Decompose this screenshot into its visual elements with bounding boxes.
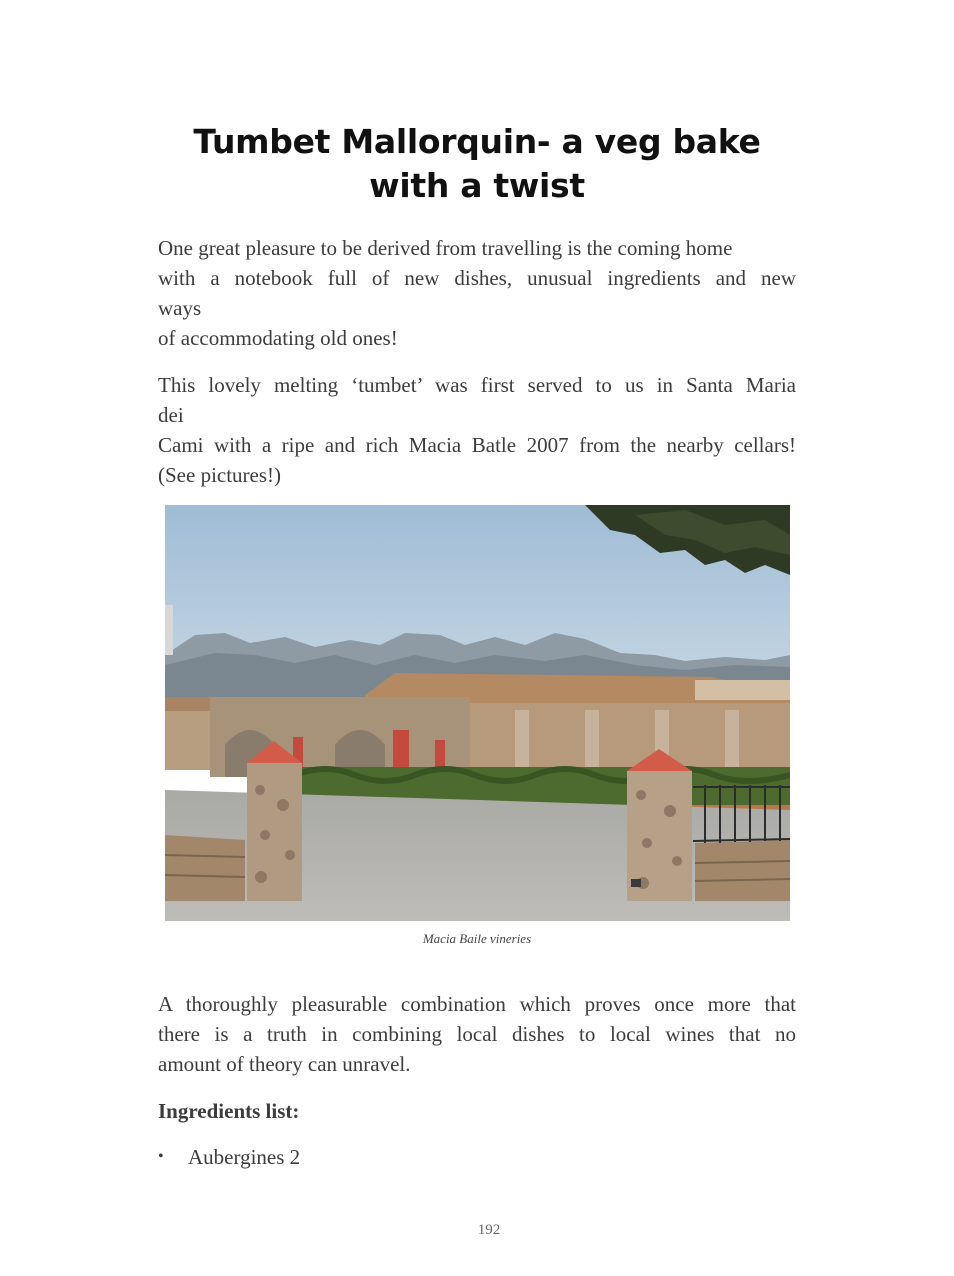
conclusion-line: amount of theory can unravel. — [158, 1052, 411, 1076]
story-line: Cami with a ripe and rich Macia Batle 2007 from the nearby cellars! — [158, 433, 796, 457]
ingredients-heading: Ingredients list: — [158, 1099, 300, 1123]
list-item — [158, 1142, 758, 1172]
ingredient-text: Aubergines 2 — [188, 1145, 301, 1169]
ingredients-list — [158, 1142, 758, 1172]
story-line: This lovely melting ‘tumbet’ was first served to us in Santa Maria — [158, 373, 796, 397]
intro-line: ways — [158, 296, 202, 320]
conclusion-paragraph — [158, 989, 796, 1079]
page-number: 192 — [477, 1222, 501, 1238]
intro-line: One great pleasure to be derived from travelling is the coming home — [158, 236, 733, 260]
page-title: Tumbet Mallorquin- a veg bake with a twist — [193, 122, 761, 205]
story-line: (See pictures!) — [158, 463, 282, 487]
winery-photo — [165, 505, 790, 921]
conclusion-line: there is a truth in combining local dishes to local wines that no — [158, 1022, 796, 1046]
story-paragraph — [158, 370, 796, 490]
story-line: dei — [158, 403, 184, 427]
photo-caption: Macia Baile vineries — [422, 931, 532, 946]
intro-line: with a notebook full of new dishes, unusual ingredients and new — [158, 266, 796, 290]
conclusion-line: A thoroughly pleasurable combination which proves once more that — [158, 992, 796, 1016]
intro-paragraph — [158, 233, 796, 353]
bullet-icon: • — [158, 1148, 164, 1165]
intro-line: of accommodating old ones! — [158, 326, 398, 350]
